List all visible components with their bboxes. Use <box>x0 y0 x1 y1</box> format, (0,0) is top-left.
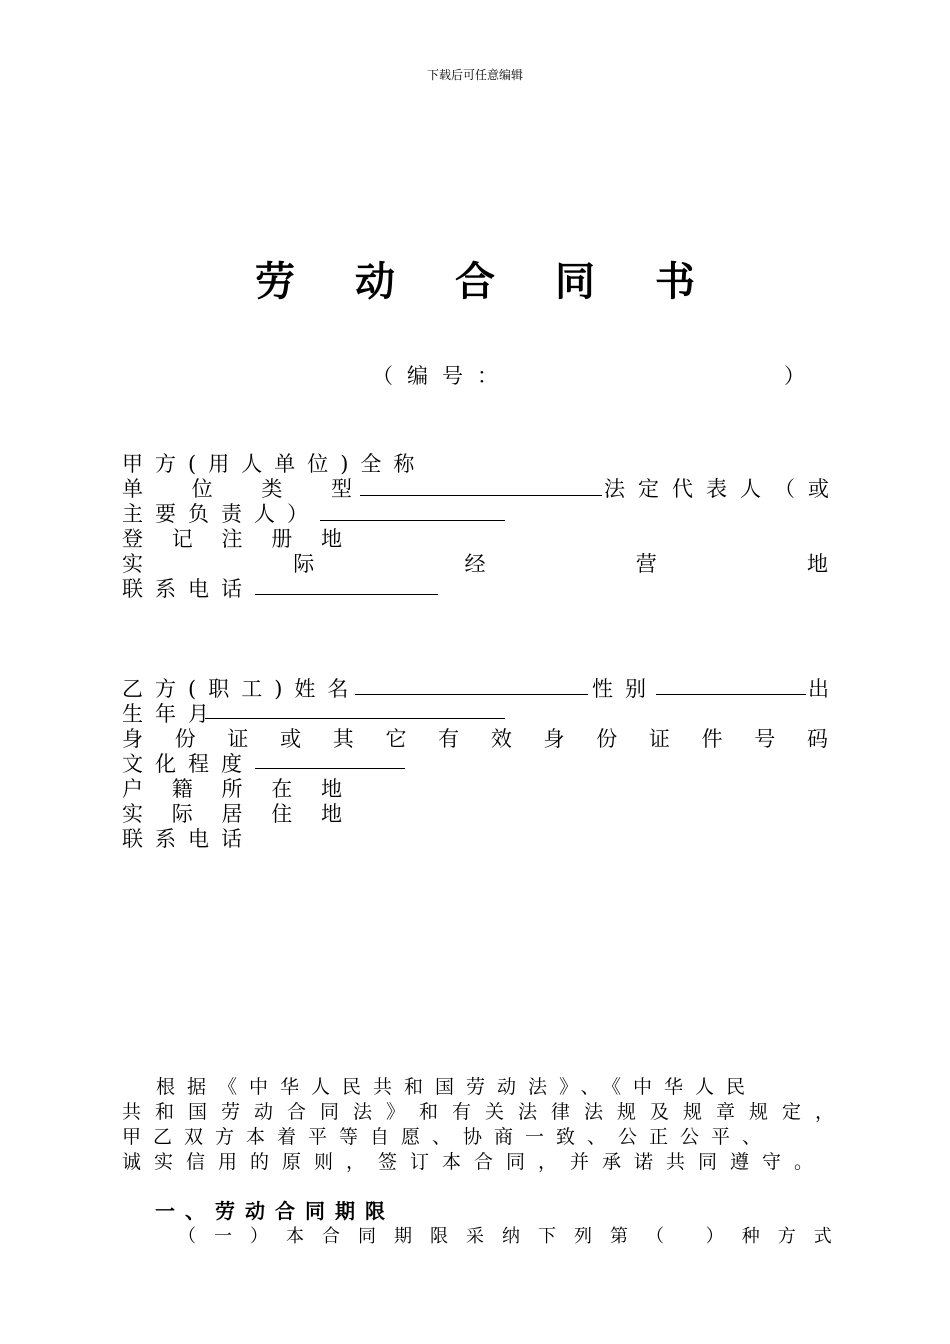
actual-op-char: 实 <box>122 552 143 576</box>
responsible-person-label: 主要负责人） <box>122 502 320 526</box>
unit-type-char: 位 <box>191 477 213 501</box>
id-char: 码 <box>806 727 828 751</box>
contract-number-label: （编号： <box>372 364 512 388</box>
party-b-phone-label: 联系电话 <box>122 827 254 851</box>
residence-char: 际 <box>171 802 193 826</box>
preamble-line-1: 根据《中华人民共和国劳动法》、《中华人民 <box>156 1076 758 1098</box>
domicile-char: 在 <box>271 777 293 801</box>
section-1-title: 一、劳动合同期限 <box>155 1199 395 1223</box>
residence-char: 实 <box>122 802 143 826</box>
contract-number-close: ） <box>784 364 805 388</box>
registered-char: 注 <box>221 527 243 551</box>
id-char: 效 <box>490 727 512 751</box>
id-char: 证 <box>648 727 670 751</box>
actual-op-char: 地 <box>807 552 828 576</box>
actual-op-char: 经 <box>464 552 486 576</box>
id-char: 身 <box>122 727 143 751</box>
header-note: 下载后可任意编辑 <box>426 68 523 82</box>
gender-label: 性别 <box>592 677 658 701</box>
legal-rep-label <box>604 473 842 503</box>
domicile-char: 地 <box>321 777 342 801</box>
residence-char: 居 <box>221 802 243 826</box>
id-char: 身 <box>543 727 565 751</box>
actual-op-char: 营 <box>635 552 657 576</box>
birth-label-start: 出 <box>808 677 829 701</box>
document-title: 劳动合同书 <box>255 259 755 305</box>
residence-char: 地 <box>321 802 342 826</box>
registered-char: 册 <box>271 527 293 551</box>
registered-char: 登 <box>122 527 143 551</box>
birth-date-field-line[interactable] <box>205 718 505 719</box>
party-a-phone-label: 联系电话 <box>122 577 254 601</box>
party-a-phone-field-line[interactable] <box>255 594 438 595</box>
id-char: 份 <box>174 727 196 751</box>
responsible-person-field-line[interactable] <box>320 520 505 521</box>
preamble-line-4: 诚实信用的原则，签订本合同，并承诺共同遵守。 <box>122 1151 827 1173</box>
unit-type-field-line[interactable] <box>360 495 602 496</box>
party-b-name-label: 乙方(职工)姓名 <box>122 677 361 701</box>
registered-char: 地 <box>321 527 342 551</box>
unit-type-char: 单 <box>122 477 143 501</box>
party-a-full-name-label: 甲方(用人单位)全称 <box>122 452 427 476</box>
actual-op-char: 际 <box>293 552 315 576</box>
unit-type-char: 类 <box>261 477 283 501</box>
id-char: 份 <box>596 727 618 751</box>
education-label: 文化程度 <box>122 752 254 776</box>
domicile-char: 户 <box>122 777 143 801</box>
id-char: 它 <box>385 727 407 751</box>
preamble-line-2: 共和国劳动合同法》和有关法律法规及规章规定， <box>122 1101 849 1123</box>
id-char: 有 <box>438 727 460 751</box>
unit-type-char: 型 <box>330 477 352 501</box>
registered-char: 记 <box>171 527 193 551</box>
id-char: 件 <box>701 727 723 751</box>
id-char: 证 <box>227 727 249 751</box>
party-b-name-field-line[interactable] <box>355 694 588 695</box>
section-1-subclause: （一）本合同期限采纳下列第（ ）种方式 <box>178 1226 850 1247</box>
birth-date-label: 生年月 <box>122 702 221 726</box>
legal-rep-text: 法定代表人（或 <box>604 477 842 501</box>
domicile-char: 所 <box>221 777 243 801</box>
education-field-line[interactable] <box>255 768 405 769</box>
id-char: 其 <box>332 727 354 751</box>
id-char: 或 <box>280 727 302 751</box>
residence-char: 住 <box>271 802 293 826</box>
domicile-char: 籍 <box>171 777 193 801</box>
id-char: 号 <box>754 727 776 751</box>
gender-field-line[interactable] <box>656 694 806 695</box>
preamble-line-3: 甲乙双方本着平等自愿、协商一致、公正公平、 <box>122 1126 774 1148</box>
